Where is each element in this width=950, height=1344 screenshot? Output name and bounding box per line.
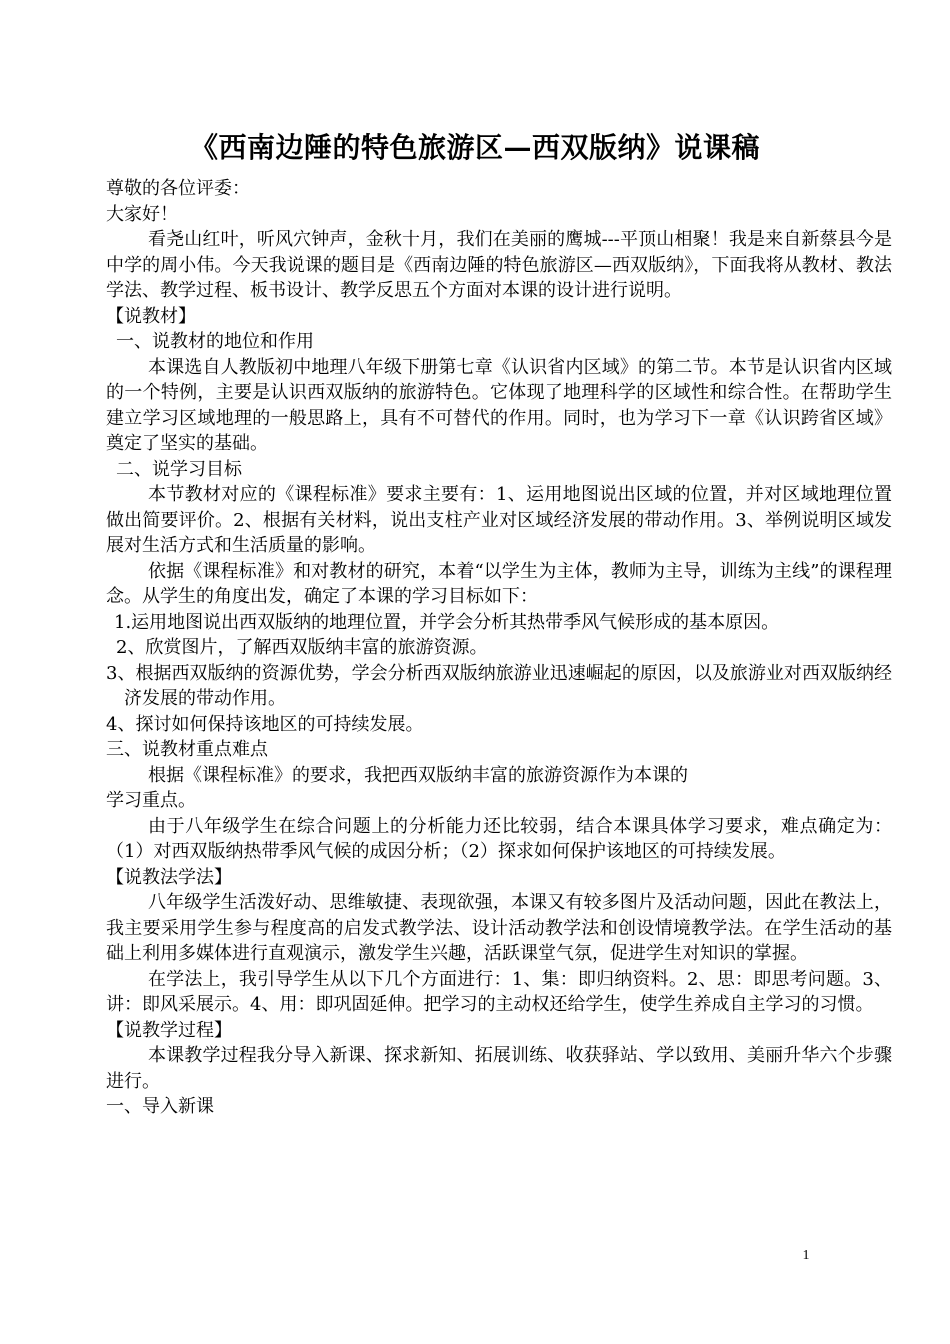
section-heading: 【说教材】 [106, 305, 196, 327]
section-heading: 【说教法学法】 [106, 866, 232, 888]
paragraph: 本课教学过程我分导入新课、探求新知、拓展训练、收获驿站、学以致用、美丽升华六个步骤进行。 [106, 1045, 892, 1092]
greeting: 大家好！ [106, 203, 178, 225]
subsection-heading: 一、导入新课 [106, 1096, 214, 1117]
subsection-heading: 二、说学习目标 [116, 458, 242, 480]
list-item: 3、根据西双版纳的资源优势，学会分析西双版纳旅游业迅速崛起的原因，以及旅游业对西双版纳经济发展的带动作用。 [106, 662, 892, 709]
intro-paragraph: 看尧山红叶，听风穴钟声，金秋十月，我们在美丽的鹰城---平顶山相聚！我是来自新蔡县今是中学的周小伟。今天我说课的题目是《西南边陲的特色旅游区—西双版纳》，下面我将从教材、教法学法、教学过程、板书设计、教学反思五个方面对本课的设计进行说明。 [106, 229, 892, 301]
list-item: 4、探讨如何保持该地区的可持续发展。 [106, 713, 424, 735]
paragraph: 在学法上，我引导学生从以下几个方面进行：1、集：即归纳资料。2、思：即思考问题。3、讲：即风采展示。4、用：即巩固延伸。把学习的主动权还给学生，使学生养成自主学习的习惯。 [106, 968, 892, 1015]
subsection-heading: 三、说教材重点难点 [106, 739, 268, 760]
list-item: 1.运用地图说出西双版纳的地理位置，并学会分析其热带季风气候形成的基本原因。 [114, 611, 780, 633]
subsection-heading: 一、说教材的地位和作用 [116, 331, 314, 352]
page-number: 1 [802, 1248, 810, 1263]
list-item: 2、欣赏图片，了解西双版纳丰富的旅游资源。 [116, 637, 488, 658]
paragraph: 学习重点。 [106, 790, 196, 811]
paragraph: 八年级学生活泼好动、思维敏捷、表现欲强，本课又有较多图片及活动问题，因此在教法上，我主要采用学生参与程度高的启发式教学法、设计活动教学法和创设情境教学法。在学生活动的基础上利用多媒体进行直观演示，激发学生兴趣，活跃课堂气氛，促进学生对知识的掌握。 [106, 892, 892, 964]
document-body [106, 176, 892, 1120]
paragraph: 根据《课程标准》的要求，我把西双版纳丰富的旅游资源作为本课的 [148, 764, 688, 786]
paragraph: 本节教材对应的《课程标准》要求主要有：1、运用地图说出区域的位置，并对区域地理位置做出简要评价。2、根据有关材料，说出支柱产业对区域经济发展的带动作用。3、举例说明区域发展对生活方式和生活质量的影响。 [106, 484, 892, 556]
paragraph: 本课选自人教版初中地理八年级下册第七章《认识省内区域》的第二节。本节是认识省内区域的一个特例，主要是认识西双版纳的旅游特色。它体现了地理科学的区域性和综合性。在帮助学生建立学习区域地理的一般思路上，具有不可替代的作用。同时，也为学习下一章《认识跨省区域》奠定了坚实的基础。 [106, 356, 892, 454]
document-title: 《西南边陲的特色旅游区—西双版纳》说课稿 [189, 131, 760, 164]
salutation: 尊敬的各位评委： [106, 178, 250, 199]
paragraph: 由于八年级学生在综合问题上的分析能力还比较弱，结合本课具体学习要求，难点确定为：（1）对西双版纳热带季风气候的成因分析；（2）探求如何保护该地区的可持续发展。 [106, 815, 892, 862]
section-heading: 【说教学过程】 [106, 1019, 232, 1041]
paragraph: 依据《课程标准》和对教材的研究，本着“以学生为主体，教师为主导，训练为主线”的课程理念。从学生的角度出发，确定了本课的学习目标如下： [106, 560, 892, 607]
